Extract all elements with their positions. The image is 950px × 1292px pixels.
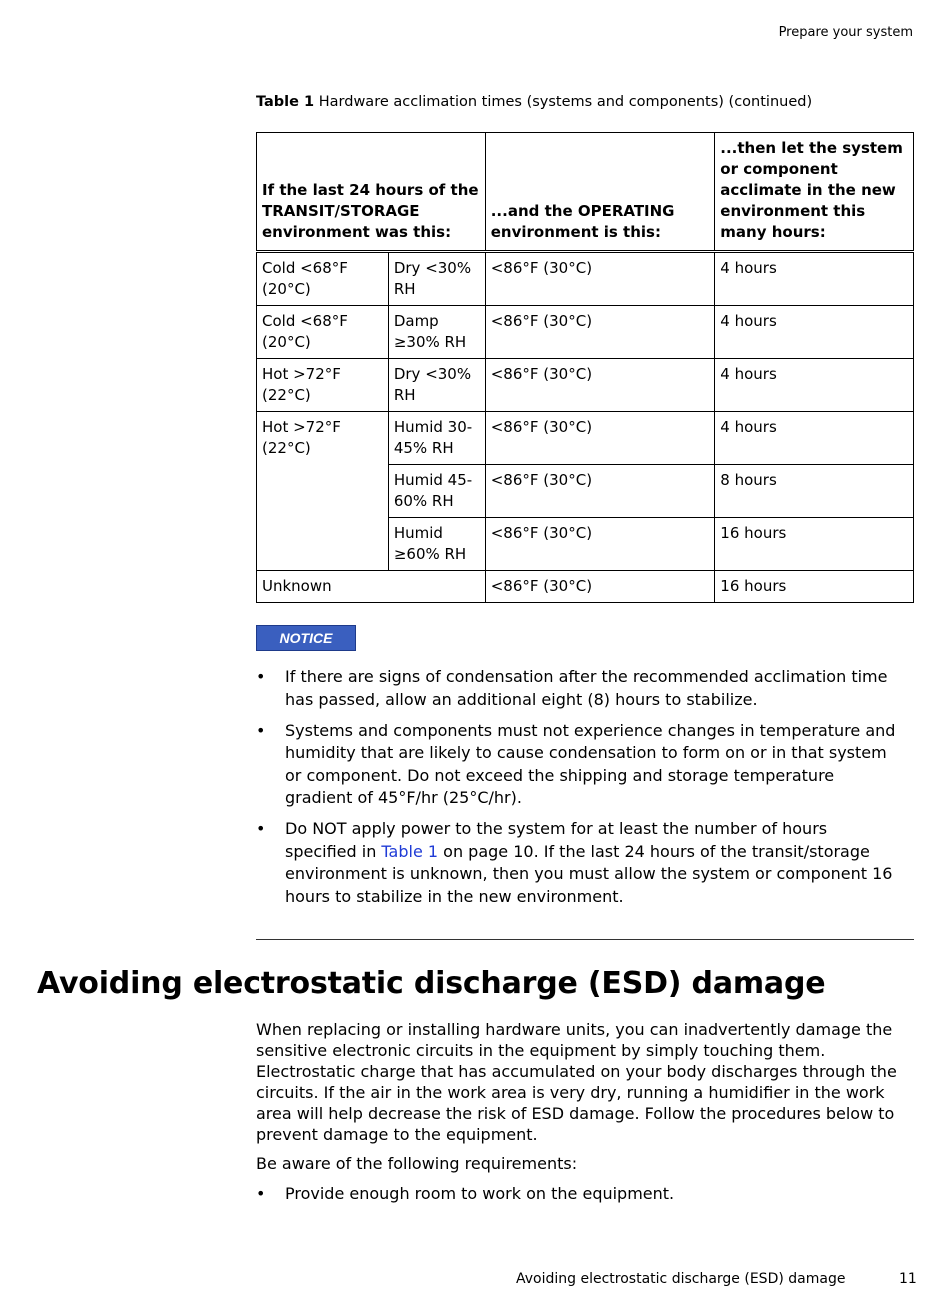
running-header: Prepare your system <box>778 25 913 40</box>
table-header-transit: If the last 24 hours of the TRANSIT/STORAGE environment was this: <box>257 133 486 252</box>
cell-humidity: Dry <30% RH <box>388 252 485 306</box>
notice-badge: NOTICE <box>256 625 356 651</box>
section-divider <box>256 939 914 940</box>
bullet-icon: • <box>256 819 266 838</box>
cell-hours: 4 hours <box>715 412 914 465</box>
requirement-item <box>256 1183 896 1206</box>
table-header-row <box>257 133 914 252</box>
bullet-icon: • <box>256 667 266 686</box>
cell-hours: 16 hours <box>715 571 914 603</box>
table-row <box>257 252 914 306</box>
cell-temp: Hot >72°F (22°C) <box>257 359 389 412</box>
table-header-hours: ...then let the system or component acclimate in the new environment this many hours: <box>715 133 914 252</box>
cell-temp: Cold <68°F (20°C) <box>257 306 389 359</box>
notice-list <box>256 666 896 917</box>
requirements-list <box>256 1183 896 1214</box>
table-row <box>257 306 914 359</box>
cell-humidity: Humid 45-60% RH <box>388 465 485 518</box>
table-1-link[interactable]: Table 1 <box>381 841 439 861</box>
cell-temp: Hot >72°F (22°C) <box>257 412 389 571</box>
acclimation-table <box>256 132 914 603</box>
notice-item-text: Do NOT apply power to the system for at least the number of hours specified in <box>285 819 828 861</box>
cell-humidity: Humid 30-45% RH <box>388 412 485 465</box>
cell-hours: 4 hours <box>715 306 914 359</box>
cell-humidity: Damp ≥30% RH <box>388 306 485 359</box>
notice-item <box>256 666 896 711</box>
footer-title: Avoiding electrostatic discharge (ESD) damage <box>516 1271 846 1287</box>
cell-hours: 4 hours <box>715 359 914 412</box>
notice-item-text: Systems and components must not experience changes in temperature and humidity that are likely to cause condensation to form on or in that system or component. Do not exceed the shipping and storage temperature gradient of 45°F/hr (25°C/hr). <box>285 720 896 807</box>
cell-humidity: Humid ≥60% RH <box>388 518 485 571</box>
table-header-operating: ...and the OPERATING environment is this: <box>485 133 715 252</box>
notice-item <box>256 818 896 908</box>
cell-operating: <86°F (30°C) <box>485 359 715 412</box>
requirement-text: Provide enough room to work on the equipment. <box>285 1184 675 1203</box>
table-row <box>257 412 914 465</box>
bullet-icon: • <box>256 1184 266 1203</box>
bullet-icon: • <box>256 720 266 740</box>
cell-hours: 4 hours <box>715 252 914 306</box>
table-caption-text: Hardware acclimation times (systems and components) (continued) <box>314 94 813 110</box>
cell-humidity: Dry <30% RH <box>388 359 485 412</box>
table-row <box>257 571 914 603</box>
cell-temp: Cold <68°F (20°C) <box>257 252 389 306</box>
notice-item-text: on page 10. If the last 24 hours of the transit/storage environment is unknown, then you must allow the system or component 16 hours to stabilize in the new environment. <box>285 841 893 906</box>
section-heading: Avoiding electrostatic discharge (ESD) damage <box>37 966 826 1001</box>
table-caption <box>256 94 812 110</box>
cell-operating: <86°F (30°C) <box>485 306 715 359</box>
cell-operating: <86°F (30°C) <box>485 571 715 603</box>
esd-paragraph: When replacing or installing hardware units, you can inadvertently damage the sensitive electronic circuits in the equipment by simply touching them. Electrostatic charge that has accumulated on your body discharges through the circuits. If the air in the work area is very dry, running a humidifier in the work area will help decrease the risk of ESD damage. Follow the procedures below to prevent damage to the equipment. <box>256 1020 897 1144</box>
table-caption-label: Table 1 <box>256 94 315 110</box>
requirements-intro: Be aware of the following requirements: <box>256 1154 578 1173</box>
notice-item-text: If there are signs of condensation after the recommended acclimation time has passed, allow an additional eight (8) hours to stabilize. <box>285 667 888 709</box>
notice-item <box>256 720 896 810</box>
cell-temp: Unknown <box>257 571 486 603</box>
table-row <box>257 359 914 412</box>
cell-operating: <86°F (30°C) <box>485 252 715 306</box>
page-number: 11 <box>899 1271 917 1287</box>
cell-hours: 8 hours <box>715 465 914 518</box>
cell-operating: <86°F (30°C) <box>485 412 715 465</box>
cell-operating: <86°F (30°C) <box>485 465 715 518</box>
cell-operating: <86°F (30°C) <box>485 518 715 571</box>
cell-hours: 16 hours <box>715 518 914 571</box>
